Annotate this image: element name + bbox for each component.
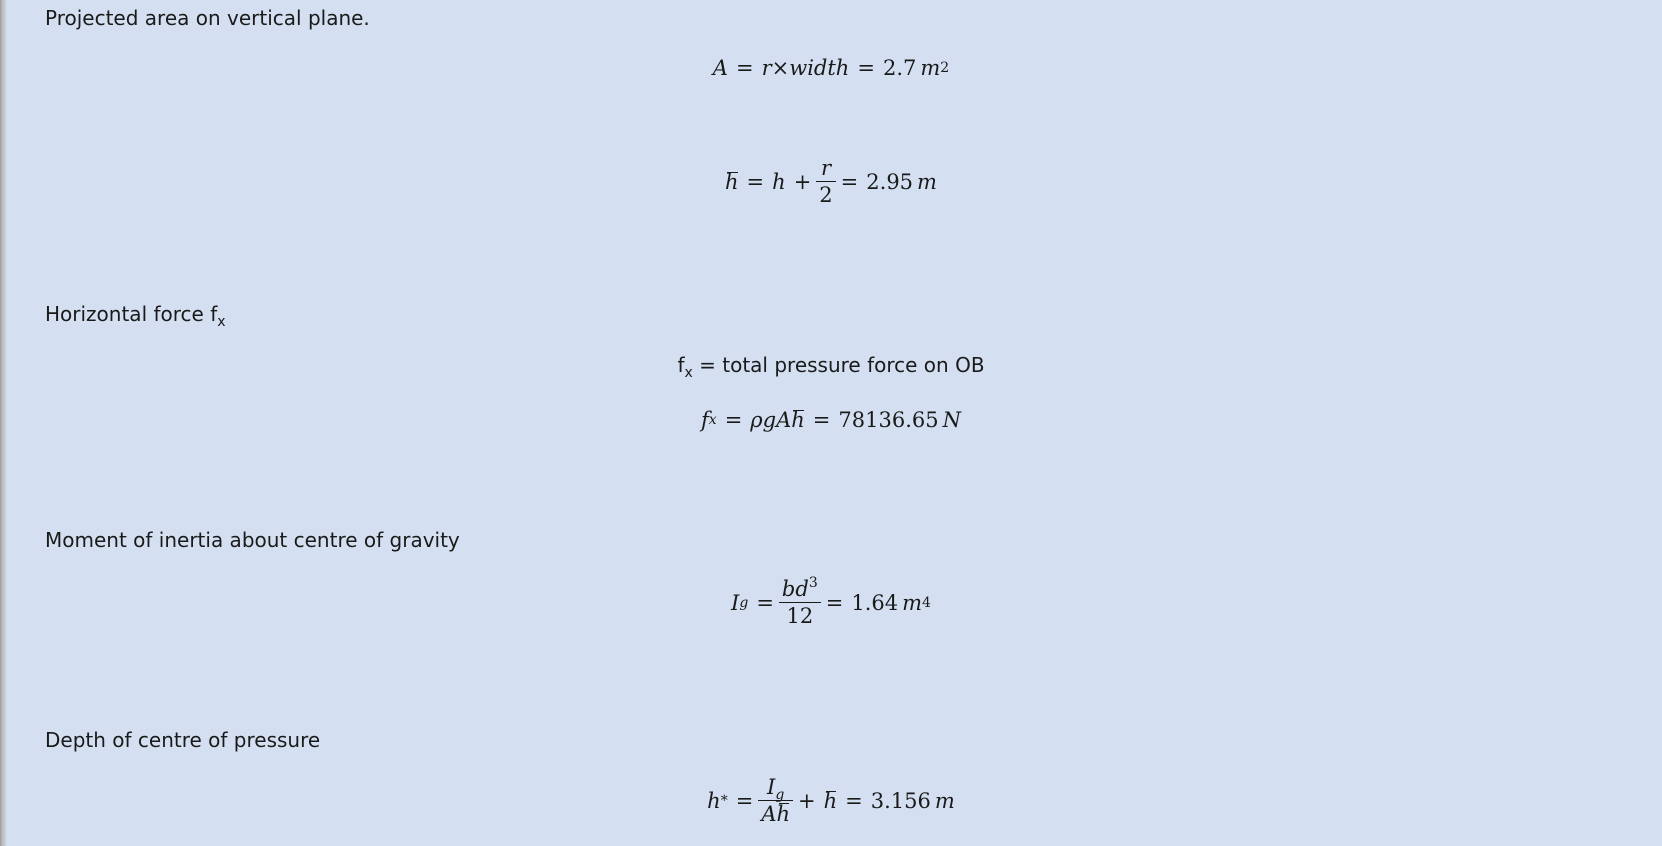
hbar-unit: m [917, 169, 937, 194]
fx-result: 78136.65 [838, 408, 939, 432]
hstar-plus-hbar: h [823, 788, 838, 813]
ig-numerator-exponent: 3 [808, 575, 818, 591]
horizontal-force-heading [45, 302, 226, 330]
fx-rhs-hbar: h [791, 408, 805, 432]
depth-cop-label: Depth of centre of pressure [45, 728, 321, 752]
hstar-denominator-hbar: h [776, 802, 791, 826]
fx-lhs: f [701, 408, 709, 432]
area-unit: m [920, 56, 941, 80]
hstar-denominator [758, 801, 793, 827]
hstar-numerator-subscript: g [775, 787, 785, 803]
moment-inertia-heading [45, 528, 460, 552]
area-width: width [789, 56, 850, 80]
fx-rhs: ρgA [750, 408, 792, 432]
hbar-fraction [816, 155, 835, 208]
hstar-result: 3.156 [870, 788, 931, 813]
hstar-fraction [758, 774, 793, 827]
ig-numerator-text: bd [781, 577, 809, 601]
ig-unit: m [902, 590, 923, 615]
hbar-depth: h [772, 169, 786, 194]
ig-denominator: 12 [786, 604, 814, 628]
fx-desc-subscript: x [684, 365, 693, 381]
fx-description [0, 353, 1662, 381]
hbar-numerator: r [820, 156, 831, 180]
area-equation: A = r × width = 2.7 m 2 [712, 56, 950, 80]
hstar-equation: h * = $\frac{I_g}{Ah}$ + h = 3.156 m [707, 775, 955, 826]
hbar-result: 2.95 [866, 169, 914, 194]
hbar-lhs: h [725, 169, 739, 194]
projected-area-label: Projected area on vertical plane. [45, 6, 370, 30]
area-result: 2.7 [882, 56, 917, 80]
area-times: × [771, 56, 790, 80]
hstar-unit: m [934, 788, 955, 813]
ig-equation: I g = $\frac{bd^3}{12}$ = 1.64 m 4 [731, 575, 931, 628]
hstar-numerator [764, 774, 787, 803]
ig-fraction [779, 576, 821, 629]
fx-desc-text: = total pressure force on OB [699, 353, 985, 377]
fx-equation: f x = ρgA h = 78136.65 N [701, 408, 961, 432]
hstar-numerator-text: I [767, 775, 776, 799]
fx-desc-symbol: f [677, 353, 685, 377]
depth-cop-heading [45, 728, 320, 752]
area-radius: r [761, 56, 772, 80]
moment-inertia-label: Moment of inertia about centre of gravity [45, 528, 460, 552]
ig-result: 1.64 [851, 590, 899, 615]
fx-unit: N [942, 408, 961, 432]
hstar-lhs: h [707, 788, 721, 813]
hstar-denominator-text: A [761, 802, 777, 826]
horizontal-force-label: Horizontal force f [45, 302, 218, 326]
ig-numerator [779, 576, 821, 602]
area-lhs: A [712, 56, 728, 80]
horizontal-force-subscript: x [217, 314, 226, 330]
hbar-equation: h = h + $\frac{r}{2}$ = 2.95 m [725, 156, 937, 207]
projected-area-heading [45, 6, 370, 30]
ig-lhs: I [731, 590, 740, 615]
hbar-denominator: 2 [819, 183, 833, 207]
